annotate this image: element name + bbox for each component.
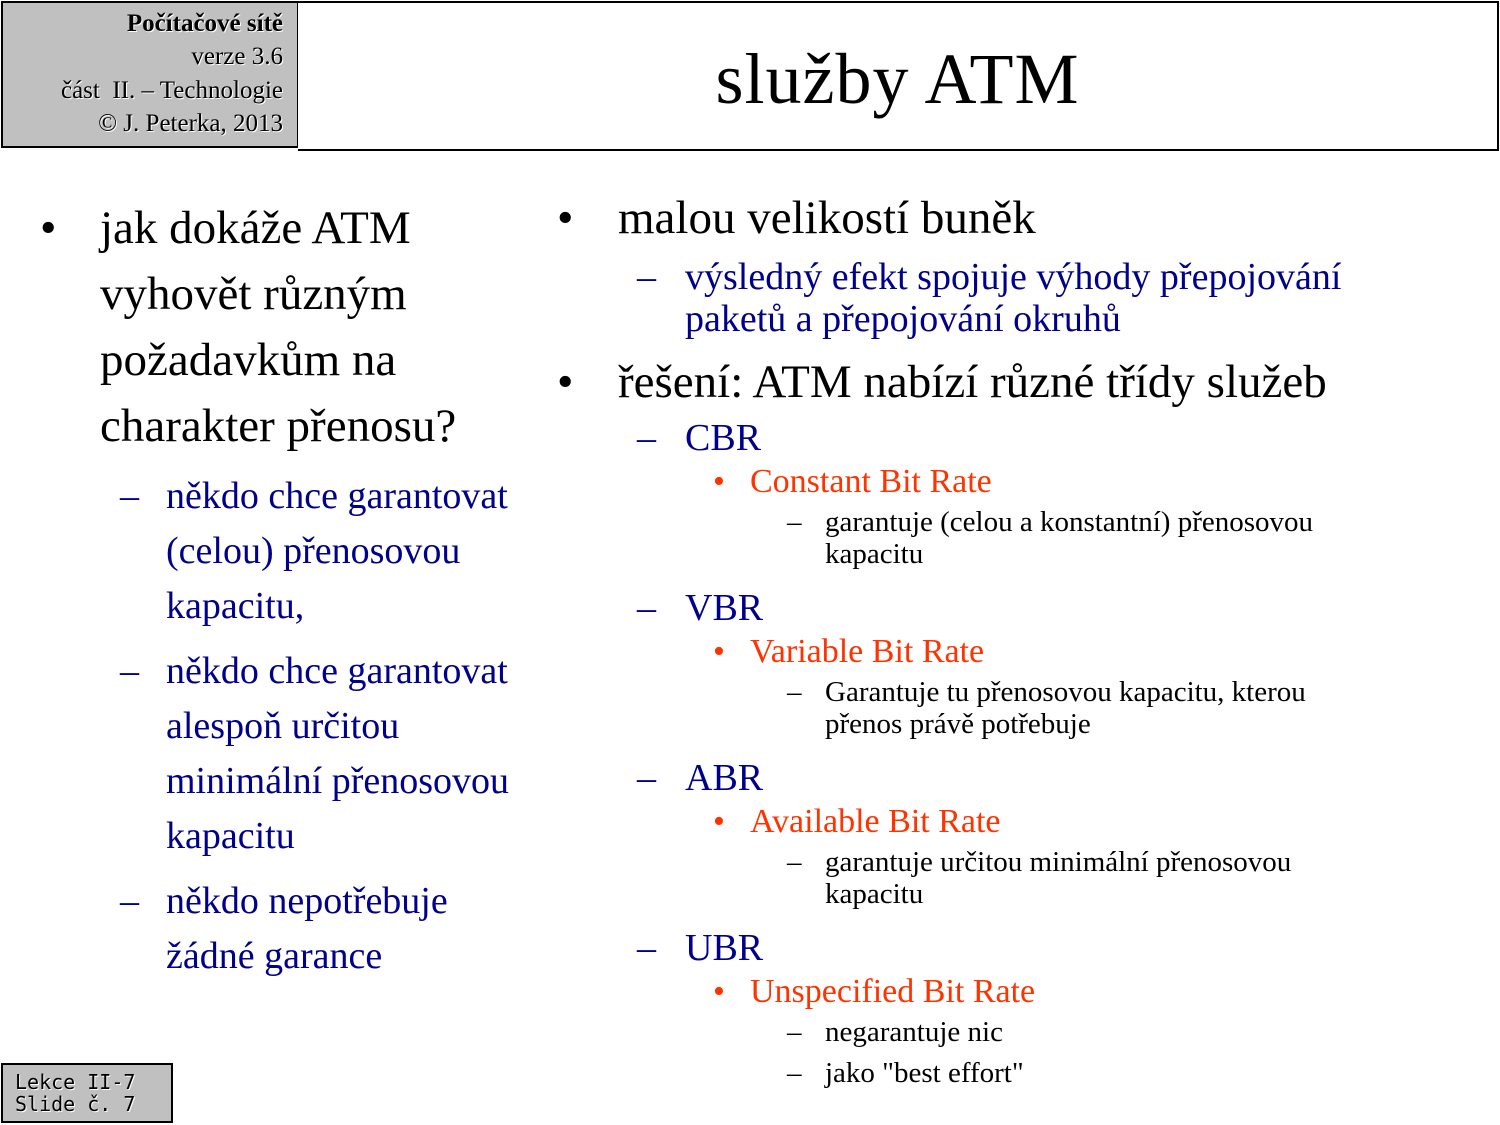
question-bullet xyxy=(0,195,560,459)
class-name: Variable Bit Rate xyxy=(750,633,985,670)
detail-line: garantuje (celou a konstantní) přenosovou xyxy=(825,506,1314,538)
point-cell-size-sub xyxy=(555,256,1495,340)
point-text: malou velikostí buněk xyxy=(618,192,1036,244)
dash-glyph: – xyxy=(787,1016,802,1048)
requirement-line: někdo chce garantovat xyxy=(166,475,508,517)
course-name: Počítačové sítě xyxy=(126,10,283,37)
title-box xyxy=(298,1,1499,151)
detail-line: Garantuje tu přenosovou kapacitu, kterou xyxy=(825,676,1306,708)
requirement-line: někdo nepotřebuje xyxy=(166,880,448,922)
class-detail xyxy=(555,1057,1495,1089)
course-version: verze 3.6 xyxy=(191,43,283,71)
bullet-glyph: • xyxy=(713,463,725,500)
class-code: ABR xyxy=(685,757,764,799)
detail-line: kapacitu xyxy=(825,538,924,570)
sub-line: paketů a přepojování okruhů xyxy=(685,298,1121,340)
course-info-box xyxy=(1,1,299,148)
detail-line: přenos právě potřebuje xyxy=(825,708,1091,740)
detail-line: jako "best effort" xyxy=(825,1057,1024,1089)
dash-glyph: – xyxy=(637,417,656,459)
bullet-glyph: • xyxy=(713,803,725,840)
requirement-line: kapacitu, xyxy=(166,585,305,627)
class-code: VBR xyxy=(685,587,764,629)
class-code: UBR xyxy=(685,927,764,969)
class-name: Available Bit Rate xyxy=(750,803,1001,840)
dash-glyph: – xyxy=(787,1057,802,1089)
bullet-glyph: • xyxy=(40,202,57,254)
class-code-ubr xyxy=(555,926,1495,970)
requirement-line: někdo chce garantovat xyxy=(166,650,508,692)
dash-glyph: – xyxy=(120,880,139,922)
right-column xyxy=(555,188,1495,1089)
lecture-number: Lekce II-7 xyxy=(15,1070,136,1094)
dash-glyph: – xyxy=(637,256,656,298)
class-detail xyxy=(555,506,1495,570)
detail-line: negarantuje nic xyxy=(825,1016,1003,1048)
class-code-abr xyxy=(555,756,1495,800)
requirement-line: kapacitu xyxy=(166,815,295,857)
class-name-abr xyxy=(555,800,1495,844)
class-code: CBR xyxy=(685,417,762,459)
course-author: © J. Peterka, 2013 xyxy=(98,109,283,137)
bullet-glyph: • xyxy=(713,633,725,670)
bullet-glyph: • xyxy=(713,973,725,1010)
dash-glyph: – xyxy=(787,506,802,538)
question-line: požadavkům na xyxy=(100,334,397,386)
question-line: charakter přenosu? xyxy=(100,400,457,452)
question-line: jak dokáže ATM xyxy=(100,202,411,254)
point-cell-size xyxy=(555,188,1495,248)
requirement-item xyxy=(0,469,560,634)
class-name: Unspecified Bit Rate xyxy=(750,973,1036,1010)
class-detail xyxy=(555,1016,1495,1048)
requirement-item xyxy=(0,874,560,984)
dash-glyph: – xyxy=(120,650,139,692)
left-column xyxy=(0,195,560,984)
requirement-line: (celou) přenosovou xyxy=(166,530,461,572)
class-code-vbr xyxy=(555,586,1495,630)
requirement-line: alespoň určitou xyxy=(166,705,400,747)
sub-line: výsledný efekt spojuje výhody přepojování xyxy=(685,256,1342,298)
point-solution xyxy=(555,352,1495,412)
detail-line: kapacitu xyxy=(825,878,924,910)
detail-line: garantuje určitou minimální přenosovou xyxy=(825,846,1292,878)
dash-glyph: – xyxy=(120,475,139,517)
class-detail xyxy=(555,676,1495,740)
class-name-vbr xyxy=(555,630,1495,674)
question-line: vyhovět různým xyxy=(100,268,407,320)
dash-glyph: – xyxy=(637,927,656,969)
lecture-slide-box xyxy=(1,1063,173,1123)
course-part: část II. – Technologie xyxy=(60,76,283,104)
slide-title: služby ATM xyxy=(715,39,1080,119)
requirement-line: žádné garance xyxy=(166,935,383,977)
class-code-cbr xyxy=(555,416,1495,460)
dash-glyph: – xyxy=(637,587,656,629)
class-name: Constant Bit Rate xyxy=(750,463,992,500)
class-detail xyxy=(555,846,1495,910)
dash-glyph: – xyxy=(787,676,802,708)
requirement-line: minimální přenosovou xyxy=(166,760,510,802)
point-text: řešení: ATM nabízí různé třídy služeb xyxy=(618,356,1327,408)
class-name-cbr xyxy=(555,460,1495,504)
bullet-glyph: • xyxy=(557,356,574,408)
slide-number: Slide č. 7 xyxy=(15,1092,136,1116)
requirement-item xyxy=(0,644,560,864)
dash-glyph: – xyxy=(637,757,656,799)
class-name-ubr xyxy=(555,970,1495,1014)
bullet-glyph: • xyxy=(557,192,574,244)
dash-glyph: – xyxy=(787,846,802,878)
